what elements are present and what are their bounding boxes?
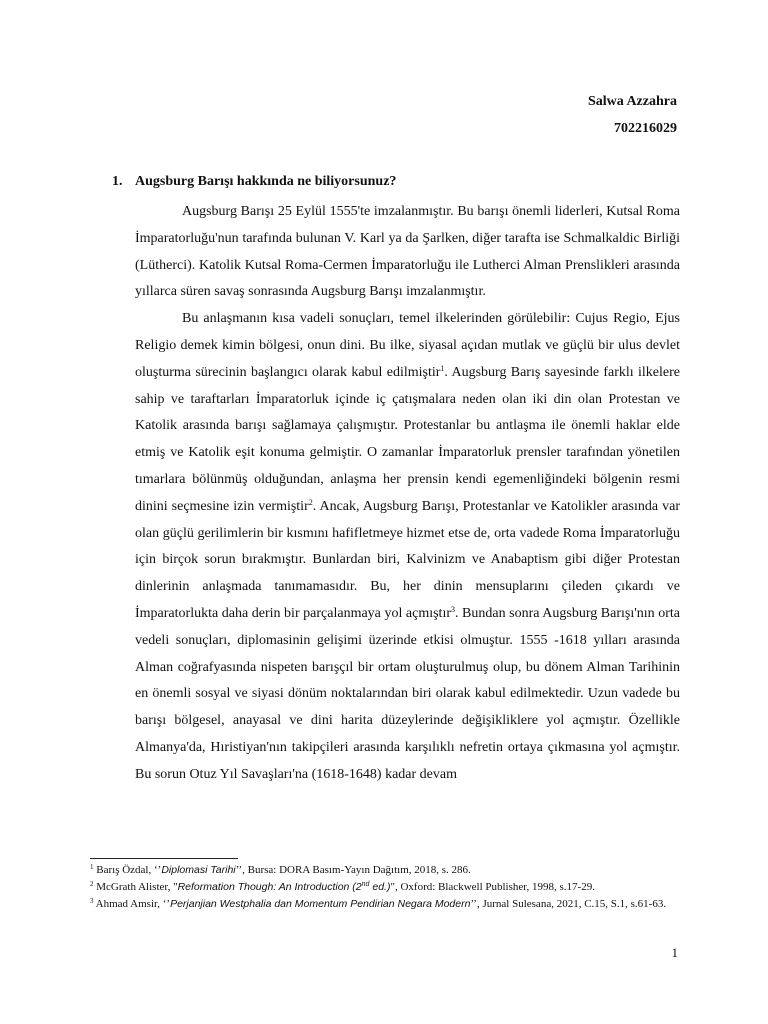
footnotes	[90, 862, 690, 913]
footnote-2-post: ", Oxford: Blackwell Publisher, 1998, s.17-29.	[390, 881, 595, 893]
footnote-1	[90, 862, 690, 879]
footnote-2-title	[178, 881, 391, 893]
footnote-1-pre: Barış Özdal, ‘’	[93, 864, 162, 876]
paragraph-2-text-1: Bu anlaşmanın kısa vadeli sonuçları, temel ilkelerinden görülebilir: Cujus Regio, Ejus Religio demek kimin bölgesi, onun dini. Bu ilke, siyasal açıdan mutlak ve güçlü bir ulus devlet oluşturma sürecinin başlangıcı olarak kabul edilmiştir	[135, 311, 680, 380]
author-name: Salwa Azzahra	[587, 94, 677, 109]
paragraph-2	[135, 306, 680, 788]
footnote-2-pre: McGrath Alister, "	[93, 881, 178, 893]
student-id: 702216029	[614, 121, 677, 136]
footnote-ref-1: 1	[440, 363, 445, 373]
document-body	[135, 199, 680, 789]
footnote-3-post: ’’, Jurnal Sulesana, 2021, C.15, S.1, s.61-63.	[470, 898, 667, 910]
footnote-1-title: Diplomasi Tarihi	[161, 864, 236, 876]
footnote-1-number: 1	[90, 863, 94, 871]
footnote-2	[90, 879, 690, 896]
footnote-3	[90, 896, 690, 913]
footnote-3-pre: Ahmad Amsir, ‘’	[93, 898, 171, 910]
page-number: 1	[671, 945, 678, 960]
paragraph-2-text-3: . Ancak, Augsburg Barışı, Protestanlar ve Katolikler arasında var olan güçlü gerilimlerin bir kısmını hafifletmeye hizmet etse de, orta vadede Roma İmparatorluğu için birçok sorun bırakmıştır. Bunlardan biri, Kalvinizm ve Anabaptism gibi diğer Protestan dinlerinin anlaşmada tanımamasıdır. Bu, her dinin mensuplarını çileden çıkardı ve İmparatorlukta daha derin bir parçalanmaya yol açmıştır	[135, 498, 680, 621]
paragraph-2-text-2: . Augsburg Barış sayesinde farklı ilkelere sahip ve taraftarları İmparatorluk içinde iç çatışmalara neden olan iki din olan Protestan ve Katolik arasında barışı sağlamaya çalışmıştır. Protestanlar bu antlaşma ile önemli haklar elde etmiş ve Katolik eşit konuma gelmiştir. O zamanlar İmparatorluk prensler tarafından yönetilen tımarlara bölünmüş olduğundan, anlaşma her prensin kendi egemenliğindeki bölgenin resmi dinini seçmesine izin vermiştir	[135, 364, 680, 514]
question-text: Augsburg Barışı hakkında ne biliyorsunuz?	[135, 174, 397, 189]
footnote-separator	[90, 858, 238, 859]
footnote-ref-2: 2	[308, 497, 313, 507]
footnote-2-title-sup: nd	[361, 881, 370, 888]
question-heading	[112, 173, 396, 191]
paragraph-1: Augsburg Barışı 25 Eylül 1555'te imzalanmıştır. Bu barışı önemli liderleri, Kutsal Roma İmparatorluğu'nun tarafında bulunan V. Karl ya da Şarlken, diğer tarafta ise Schmalkaldic Birliği (Lütherci). Katolik Kutsal Roma-Cermen İmparatorluğu ile Lutherci Alman Prenslikleri arasında yıllarca süren savaş sonrasında Augsburg Barışı imzalanmıştır.	[135, 204, 680, 300]
footnote-3-number: 3	[90, 897, 94, 905]
footnote-2-number: 2	[90, 880, 94, 888]
paragraph-2-text-4: . Bundan sonra Augsburg Barışı'nın orta vedeli sonuçları, diplomasinin gelişimi üzerinde etkisi olmuştur. 1555 -1618 yılları arasında Alman coğrafyasında nispeten barışçıl bir ortam oluşturulmuş olup, bu dönem Alman Tarihinin en önemli sosyal ve siyasi dönüm noktalarından biri olarak kabul edilmektedir. Uzun vadede bu barışı bölgesel, anayasal ve dini harita düzeylerinde değişikliklere yol açmıştır. Özellikle Almanya'da, Hıristiyan'nın takipçileri arasında karşılıklı nefretin ortaya çıkmasına yol açmıştır. Bu sorun Otuz Yıl Savaşları'na (1618-1648) kadar devam	[135, 605, 680, 782]
footnote-ref-3: 3	[451, 604, 455, 614]
footnote-2-title-main: Reformation Though: An Introduction (2	[177, 881, 362, 893]
footnote-3-title: Perjanjian Westphalia dan Momentum Pendirian Negara Modern	[170, 898, 471, 910]
footnote-2-title-end: ed.)	[369, 881, 391, 893]
footnote-1-post: ’’, Bursa: DORA Basım-Yayın Dağıtım, 2018, s. 286.	[235, 864, 471, 876]
question-number: 1.	[112, 174, 123, 189]
